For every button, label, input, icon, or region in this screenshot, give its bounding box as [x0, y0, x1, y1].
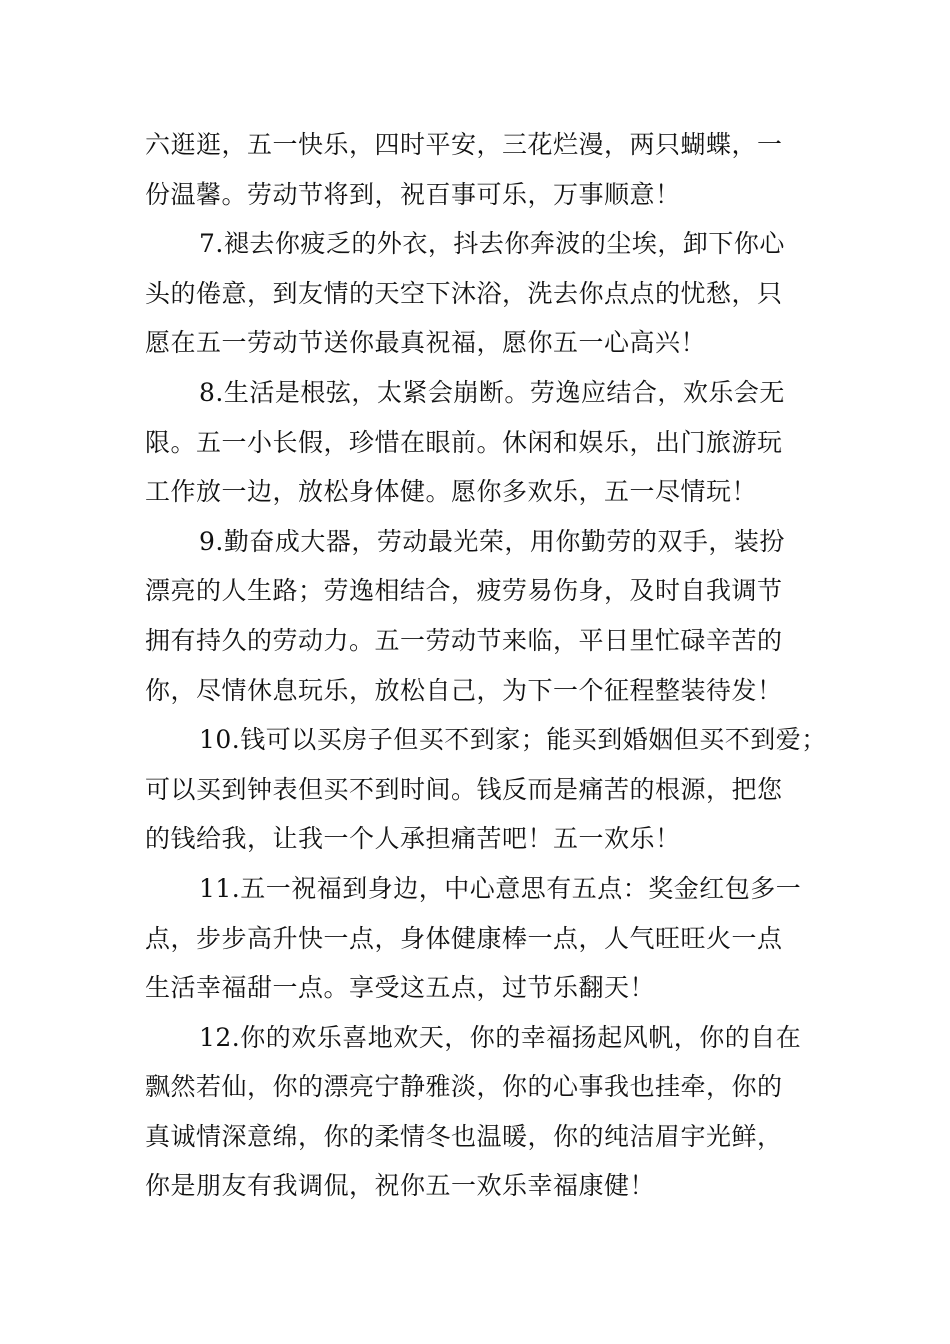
paragraph-line: 你是朋友有我调侃，祝你五一欢乐幸福康健！: [145, 1171, 656, 1201]
paragraph-line: 份温馨。劳动节将到，祝百事可乐，万事顺意！: [145, 179, 681, 209]
paragraph-12: [145, 1013, 825, 1211]
paragraph-line: 真诚情深意绵，你的柔情冬也温暖，你的纯洁眉宇光鲜，: [145, 1121, 783, 1151]
paragraph-line: 拥有持久的劳动力。五一劳动节来临，平日里忙碌辛苦的: [145, 625, 783, 655]
paragraph-line: 7.褪去你疲乏的外衣，抖去你奔波的尘埃，卸下你心: [199, 229, 785, 259]
paragraph-line: 11.五一祝福到身边，中心意思有五点：奖金红包多一: [199, 873, 802, 903]
document-body: [145, 120, 825, 1211]
paragraph-line: 漂亮的人生路；劳逸相结合，疲劳易伤身，及时自我调节: [145, 576, 783, 606]
paragraph-line: 点，步步高升快一点，身体健康棒一点，人气旺旺火一点: [145, 923, 783, 953]
paragraph-11: [145, 864, 825, 1013]
paragraph-line: 生活幸福甜一点。享受这五点，过节乐翻天！: [145, 973, 656, 1003]
paragraph-7: [145, 219, 825, 368]
paragraph-10: [145, 715, 825, 864]
paragraph-line: 你，尽情休息玩乐，放松自己，为下一个征程整装待发！: [145, 675, 783, 705]
paragraph-line: 的钱给我，让我一个人承担痛苦吧！五一欢乐！: [145, 824, 681, 854]
paragraph-line: 头的倦意，到友情的天空下沐浴，洗去你点点的忧愁，只: [145, 278, 783, 308]
paragraph-line: 10.钱可以买房子但买不到家；能买到婚姻但买不到爱；: [199, 725, 827, 755]
paragraph-line: 可以买到钟表但买不到时间。钱反而是痛苦的根源，把您: [145, 774, 783, 804]
paragraph-6-continued: [145, 120, 825, 219]
paragraph-line: 六逛逛，五一快乐，四时平安，三花烂漫，两只蝴蝶，一: [145, 130, 783, 159]
paragraph-line: 12.你的欢乐喜地欢天，你的幸福扬起风帆，你的自在: [199, 1022, 802, 1052]
paragraph-9: [145, 517, 825, 715]
paragraph-line: 8.生活是根弦，太紧会崩断。劳逸应结合，欢乐会无: [199, 377, 785, 407]
paragraph-line: 愿在五一劳动节送你最真祝福，愿你五一心高兴！: [145, 328, 707, 358]
paragraph-8: [145, 368, 825, 517]
paragraph-line: 限。五一小长假，珍惜在眼前。休闲和娱乐，出门旅游玩: [145, 427, 783, 457]
paragraph-line: 工作放一边，放松身体健。愿你多欢乐，五一尽情玩！: [145, 477, 758, 507]
paragraph-line: 飘然若仙，你的漂亮宁静雅淡，你的心事我也挂牵，你的: [145, 1072, 783, 1102]
paragraph-line: 9.勤奋成大器，劳动最光荣，用你勤劳的双手，装扮: [199, 526, 785, 556]
